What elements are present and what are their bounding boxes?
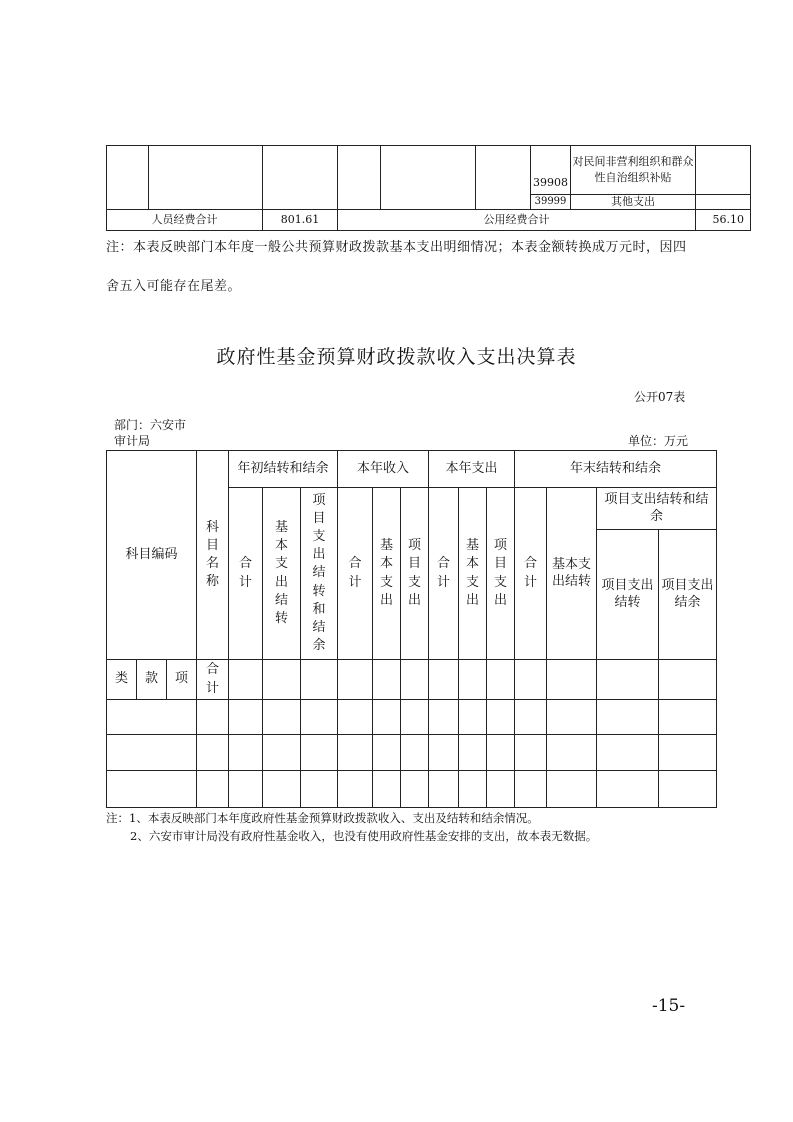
subject-name: 对民间非营利组织和群众性自治组织补贴: [571, 146, 696, 195]
department-label: 部门：六安市: [114, 418, 187, 432]
header-class: 类: [107, 660, 137, 700]
form-number: 公开07表: [634, 390, 686, 404]
header-project-carry-surplus: 项目支出结转和结余: [301, 488, 338, 660]
header-project: 项目支出: [401, 488, 429, 660]
page-title: 政府性基金预算财政拨款收入支出决算表: [216, 346, 577, 368]
header-item: 款: [137, 660, 167, 700]
header-subitem: 项: [167, 660, 197, 700]
unit-label: 单位：万元: [628, 434, 689, 448]
fund-budget-table: [106, 450, 717, 808]
note-line: 注：1、本表反映部门本年度政府性基金预算财政拨款收入、支出及结转和结余情况。: [106, 811, 539, 825]
department-label: 审计局: [114, 434, 151, 448]
header-end-project: 项目支出结转和结余: [597, 488, 717, 530]
subject-code: 39999: [531, 195, 571, 210]
personnel-total-value: 801.61: [263, 210, 338, 231]
header-income: 本年收入: [338, 451, 429, 488]
header-basic: 基本支出: [459, 488, 487, 660]
header-end-balance: 年末结转和结余: [515, 451, 717, 488]
table-row: [107, 735, 717, 771]
header-basic: 基本支出: [373, 488, 401, 660]
page-number: -15-: [652, 996, 686, 1016]
header-end-basic-carry: 基本支出结转: [547, 488, 597, 660]
header-project: 项目支出: [487, 488, 515, 660]
header-subject-name: 科目名称: [197, 451, 229, 660]
row-total-label: 合计: [197, 660, 229, 700]
personnel-total-label: 人员经费合计: [107, 210, 263, 231]
table-row: [107, 660, 717, 700]
basic-expense-detail-table: [106, 145, 751, 231]
total-row: [107, 210, 751, 231]
table-row: [107, 700, 717, 735]
header-begin-balance: 年初结转和结余: [229, 451, 338, 488]
subject-code: 39908: [531, 146, 571, 195]
header-end-project-carry: 项目支出结转: [597, 530, 659, 660]
header-end-project-surplus: 项目支出结余: [659, 530, 717, 660]
note-line: 2、六安市审计局没有政府性基金收入，也没有使用政府性基金安排的支出，故本表无数据。: [130, 829, 598, 843]
header-basic-carry: 基本支出结转: [263, 488, 301, 660]
header-total: 合计: [229, 488, 263, 660]
note-line: 舍五入可能存在尾差。: [106, 279, 242, 294]
header-total: 合计: [338, 488, 373, 660]
note-line: 注：本表反映部门本年度一般公共预算财政拨款基本支出明细情况；本表金额转换成万元时，因四: [106, 240, 687, 255]
header-expense: 本年支出: [429, 451, 515, 488]
header-total: 合计: [429, 488, 459, 660]
table-row: [107, 146, 751, 195]
header-subject-code: 科目编码: [107, 451, 197, 660]
header-total: 合计: [515, 488, 547, 660]
public-total-label: 公用经费合计: [338, 210, 696, 231]
table-row: [107, 771, 717, 808]
public-total-value: 56.10: [696, 210, 751, 231]
subject-name: 其他支出: [571, 195, 696, 210]
